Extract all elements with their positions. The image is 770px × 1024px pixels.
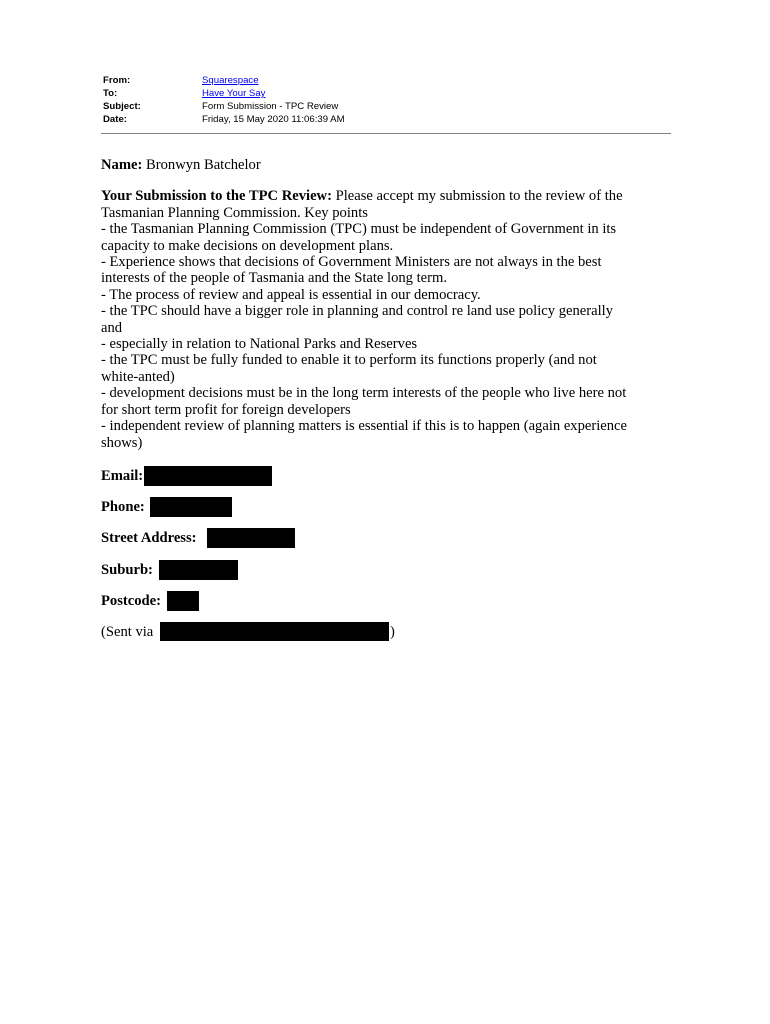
name-paragraph	[101, 157, 673, 173]
sent-via-prefix: (Sent via	[101, 624, 154, 640]
submission-line: - the TPC must be fully funded to enable it to perform its functions properly (and not	[101, 352, 597, 369]
sent-via-suffix: )	[390, 624, 395, 640]
email-header	[103, 74, 671, 126]
submission-line: - development decisions must be in the long term interests of the people who live here not	[101, 385, 627, 402]
suburb-label: Suburb:	[101, 562, 153, 578]
header-date-row	[103, 113, 671, 126]
header-to-row	[103, 87, 671, 100]
from-link[interactable]: Squarespace	[202, 75, 259, 86]
street-address-field	[101, 529, 197, 547]
street-address-redaction	[207, 528, 295, 548]
postcode-redaction	[167, 591, 199, 611]
phone-field	[101, 498, 145, 516]
submission-line: white-anted)	[101, 368, 175, 385]
date-label: Date:	[103, 114, 127, 125]
sent-via-redaction	[160, 622, 389, 641]
name-value: Bronwyn Batchelor	[146, 157, 261, 173]
submission-line: Tasmanian Planning Commission. Key points	[101, 204, 368, 221]
date-value: Friday, 15 May 2020 11:06:39 AM	[202, 114, 345, 125]
phone-redaction	[150, 497, 232, 517]
submission-line: and	[101, 319, 123, 336]
submission-paragraph	[101, 188, 673, 451]
email-label: Email:	[101, 468, 144, 484]
submission-line: - the Tasmanian Planning Commission (TPC) must be independent of Government in its	[101, 221, 617, 238]
postcode-label: Postcode:	[101, 593, 161, 609]
submission-line: - independent review of planning matters is essential if this is to happen (again experience	[101, 418, 628, 435]
submission-label: Your Submission to the TPC Review:	[101, 188, 332, 205]
phone-label: Phone:	[101, 499, 145, 515]
submission-line: - Experience shows that decisions of Government Ministers are not always in the best	[101, 254, 602, 271]
from-label: From:	[103, 75, 131, 86]
subject-label: Subject:	[103, 101, 141, 112]
submission-line: interests of the people of Tasmania and the State long term.	[101, 270, 448, 287]
to-link[interactable]: Have Your Say	[202, 88, 266, 99]
submission-line: for short term profit for foreign developers	[101, 401, 351, 418]
street-address-label: Street Address:	[101, 530, 197, 546]
suburb-field	[101, 561, 153, 579]
submission-line: capacity to make decisions on development plans.	[101, 237, 394, 254]
message-body	[101, 157, 673, 451]
to-label: To:	[103, 88, 118, 99]
email-field	[101, 467, 143, 485]
email-redaction	[144, 466, 272, 486]
submission-line: - especially in relation to National Parks and Reserves	[101, 336, 418, 353]
postcode-field	[101, 592, 161, 610]
name-label: Name:	[101, 157, 143, 173]
submission-line: Your Submission to the TPC Review: Please accept my submission to the review of the	[101, 188, 623, 205]
header-from-row	[103, 74, 671, 87]
submission-line: - the TPC should have a bigger role in planning and control re land use policy generally	[101, 303, 613, 320]
submission-line: shows)	[101, 434, 143, 451]
submission-line: - The process of review and appeal is essential in our democracy.	[101, 286, 481, 303]
header-divider	[101, 133, 671, 134]
header-subject-row	[103, 100, 671, 113]
subject-value: Form Submission - TPC Review	[202, 101, 339, 112]
suburb-redaction	[159, 560, 238, 580]
